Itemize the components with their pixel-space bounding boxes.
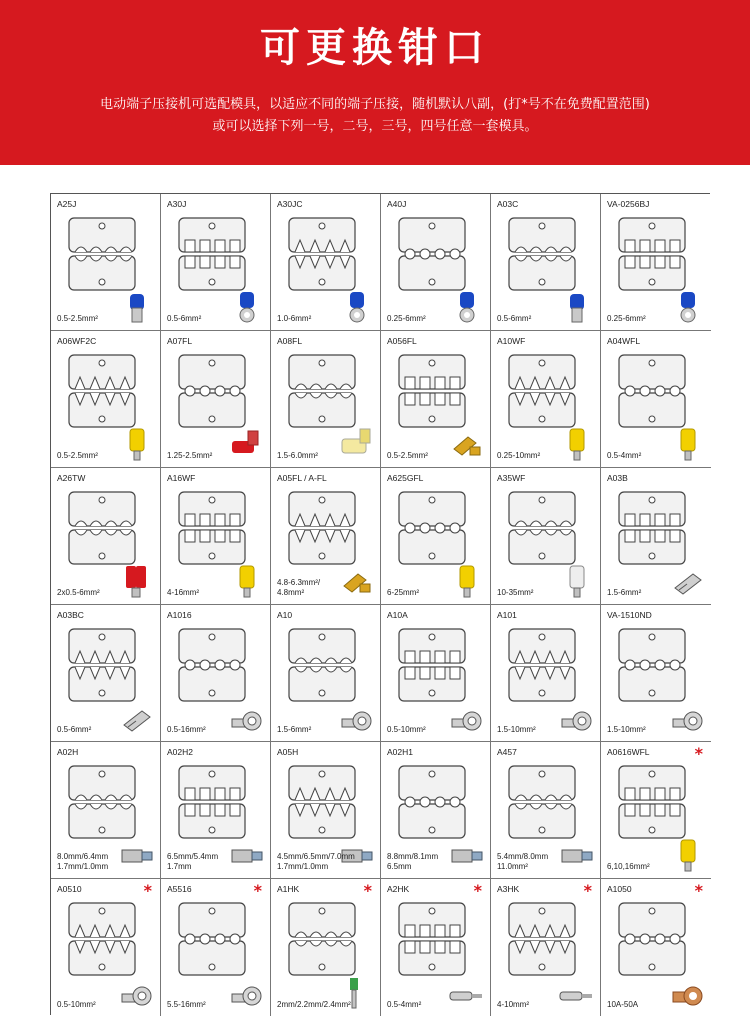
- die-cell: [491, 194, 601, 331]
- blue-spade-terminal-icon: [118, 290, 154, 324]
- die-cell: [381, 194, 491, 331]
- die-cell: [381, 331, 491, 468]
- die-model-label: A30JC: [277, 199, 303, 209]
- die-cell: [161, 605, 271, 742]
- blue-spade-terminal-icon: [558, 290, 594, 324]
- die-cell: [51, 742, 161, 879]
- die-model-label: A1050: [607, 884, 632, 894]
- crimp-die-icon: [65, 212, 139, 294]
- die-spec-label: 0.5-2.5mm²: [57, 314, 98, 323]
- crimp-die-icon: [175, 349, 249, 431]
- page-title: 可更换钳口: [260, 25, 490, 71]
- open-barrel-terminal-icon: [118, 701, 154, 735]
- crimp-die-icon: [615, 623, 689, 705]
- die-spec-label: 4-10mm²: [497, 1000, 530, 1009]
- die-spec-label: 1.5-6mm²: [607, 588, 642, 597]
- die-model-label: A1016: [167, 610, 192, 620]
- bnc-terminal-icon: [448, 838, 484, 872]
- crimp-die-icon: [285, 623, 359, 705]
- blue-ring-terminal-icon: [228, 290, 264, 324]
- die-spec-label: 10-35mm²: [497, 588, 534, 597]
- ring-lug-terminal-icon: [118, 976, 154, 1010]
- crimp-die-icon: [395, 212, 469, 294]
- crimp-die-icon: [505, 486, 579, 568]
- die-model-label: A08FL: [277, 336, 303, 346]
- crimp-die-icon: [175, 212, 249, 294]
- die-spec-label: 6,10,16mm²: [607, 862, 650, 871]
- die-spec-label: 0.5-10mm²: [57, 1000, 96, 1009]
- ring-lug-terminal-icon: [228, 976, 264, 1010]
- die-cell: [491, 468, 601, 605]
- crimp-die-icon: [65, 486, 139, 568]
- die-model-label: A0616WFL: [607, 747, 650, 757]
- crimp-die-icon: [615, 212, 689, 294]
- die-cell: [601, 742, 711, 879]
- die-model-label: A30J: [167, 199, 187, 209]
- die-model-label: A101: [497, 610, 517, 620]
- crimp-die-icon: [505, 623, 579, 705]
- die-model-label: A02H: [57, 747, 79, 757]
- die-cell: [491, 605, 601, 742]
- crimp-die-icon: [615, 349, 689, 431]
- die-model-label: A03B: [607, 473, 628, 483]
- crimp-die-icon: [65, 897, 139, 979]
- die-model-label: A35WF: [497, 473, 526, 483]
- die-spec-label: 0.5-6mm²: [57, 725, 92, 734]
- crimp-die-icon: [505, 212, 579, 294]
- die-spec-label: 0.5-10mm²: [387, 725, 426, 734]
- die-model-label: A06WF2C: [57, 336, 97, 346]
- crimp-die-icon: [175, 486, 249, 568]
- die-spec-label: 8.8mm/8.1mm 6.5mm: [387, 852, 439, 871]
- crimp-die-icon: [395, 897, 469, 979]
- die-cell: [381, 468, 491, 605]
- die-spec-label: 0.5-2.5mm²: [57, 451, 98, 460]
- die-spec-label: 5.5-16mm²: [167, 1000, 206, 1009]
- subtitle-line-1: 电动端子压接机可选配模具，以适应不同的端子压接，随机默认八副，(打*号不在免费配置范围): [100, 97, 650, 112]
- die-cell: [601, 194, 711, 331]
- die-model-label: A02H1: [387, 747, 413, 757]
- die-cell: [51, 468, 161, 605]
- blue-ring-terminal-icon: [448, 290, 484, 324]
- ring-lug-terminal-icon: [448, 701, 484, 735]
- die-cell: [381, 879, 491, 1016]
- crimp-die-icon: [615, 486, 689, 568]
- die-model-label: A1HK: [277, 884, 300, 894]
- red-flag-terminal-icon: [228, 427, 264, 461]
- die-spec-label: 1.5-6.0mm²: [277, 451, 318, 460]
- not-included-star-icon: *: [694, 744, 703, 763]
- open-barrel-terminal-icon: [669, 564, 705, 598]
- die-cell: [51, 605, 161, 742]
- die-spec-label: 8.0mm/6.4mm 1.7mm/1.0mm: [57, 852, 109, 871]
- crimp-die-icon: [615, 897, 689, 979]
- crimp-die-icon: [505, 897, 579, 979]
- crimp-die-icon: [175, 897, 249, 979]
- die-spec-label: 1.5-6mm²: [277, 725, 312, 734]
- subtitle-line-2: 或可以选择下列一号，二号，三号，四号任意一套模具。: [212, 119, 538, 134]
- crimp-die-icon: [285, 212, 359, 294]
- die-cell: [271, 879, 381, 1016]
- ferrule-yellow-terminal-icon: [448, 564, 484, 598]
- die-model-label: A05H: [277, 747, 299, 757]
- die-cell: [381, 605, 491, 742]
- die-spec-label: 0.5-16mm²: [167, 725, 206, 734]
- die-spec-label: 4.5mm/6.5mm/7.0mm 1.7mm/1.0mm: [277, 852, 355, 871]
- die-spec-label: 1.5-10mm²: [497, 725, 536, 734]
- die-model-label: A10A: [387, 610, 408, 620]
- die-cell: [601, 879, 711, 1016]
- not-included-star-icon: *: [473, 881, 482, 900]
- die-model-label: A10WF: [497, 336, 526, 346]
- crimp-die-icon: [285, 349, 359, 431]
- not-included-star-icon: *: [143, 881, 152, 900]
- die-spec-label: 4.8-6.3mm²/ 4.8mm²: [277, 578, 321, 597]
- pin-terminal-icon: [448, 976, 484, 1010]
- die-cell: [161, 194, 271, 331]
- ferrule-red-terminal-icon: [118, 564, 154, 598]
- die-model-label: A0510: [57, 884, 82, 894]
- crimp-die-icon: [285, 760, 359, 842]
- crimp-die-icon: [65, 760, 139, 842]
- ferrule-yellow-terminal-icon: [669, 427, 705, 461]
- die-model-label: A3HK: [497, 884, 520, 894]
- crimp-die-icon: [395, 760, 469, 842]
- die-model-label: A05FL / A-FL: [277, 473, 327, 483]
- die-spec-label: 1.5-10mm²: [607, 725, 646, 734]
- die-cell: [601, 331, 711, 468]
- die-spec-label: 2mm/2.2mm/2.4mm²: [277, 1000, 351, 1009]
- not-included-star-icon: *: [583, 881, 592, 900]
- ring-lug-terminal-icon: [669, 701, 705, 735]
- crimp-die-icon: [175, 760, 249, 842]
- die-model-label: A625GFL: [387, 473, 424, 483]
- bnc-terminal-icon: [118, 838, 154, 872]
- die-model-label: A16WF: [167, 473, 196, 483]
- die-model-label: A5516: [167, 884, 192, 894]
- die-model-label: VA-0256BJ: [607, 199, 650, 209]
- brass-tab-terminal-icon: [448, 427, 484, 461]
- ring-lug-terminal-icon: [338, 701, 374, 735]
- die-model-label: A03BC: [57, 610, 84, 620]
- die-cell: [491, 879, 601, 1016]
- blue-ring-terminal-icon: [669, 290, 705, 324]
- die-spec-label: 0.5-6mm²: [497, 314, 532, 323]
- die-cell: [161, 468, 271, 605]
- die-model-label: A10: [277, 610, 293, 620]
- subtitle: [0, 94, 750, 138]
- die-cell: [491, 331, 601, 468]
- die-cell: [161, 331, 271, 468]
- crimp-die-icon: [175, 623, 249, 705]
- die-model-label: A2HK: [387, 884, 410, 894]
- die-spec-label: 2x0.5-6mm²: [57, 588, 100, 597]
- die-spec-label: 1.0-6mm²: [277, 314, 312, 323]
- die-model-label: A25J: [57, 199, 77, 209]
- die-spec-label: 0.25-10mm²: [497, 451, 541, 460]
- die-spec-label: 6-25mm²: [387, 588, 420, 597]
- crimp-die-icon: [395, 349, 469, 431]
- die-cell: [161, 879, 271, 1016]
- die-spec-label: 0.5-4mm²: [387, 1000, 422, 1009]
- die-model-label: A457: [497, 747, 517, 757]
- die-model-label: A40J: [387, 199, 407, 209]
- die-cell: [491, 742, 601, 879]
- not-included-star-icon: *: [694, 881, 703, 900]
- die-model-label: A02H2: [167, 747, 193, 757]
- die-cell: [161, 742, 271, 879]
- die-spec-label: 4-16mm²: [167, 588, 200, 597]
- die-spec-label: 0.5-6mm²: [167, 314, 202, 323]
- die-cell: [381, 742, 491, 879]
- bnc-terminal-icon: [228, 838, 264, 872]
- blue-ring-terminal-icon: [338, 290, 374, 324]
- ferrule-yellow-terminal-icon: [118, 427, 154, 461]
- die-cell: [271, 331, 381, 468]
- die-grid: [50, 193, 710, 1015]
- die-cell: [51, 194, 161, 331]
- die-cell: [271, 468, 381, 605]
- die-spec-label: 1.25-2.5mm²: [167, 451, 213, 460]
- not-included-star-icon: *: [363, 881, 372, 900]
- die-spec-label: 0.5-4mm²: [607, 451, 642, 460]
- crimp-die-icon: [65, 623, 139, 705]
- die-spec-label: 10A-50A: [607, 1000, 639, 1009]
- crimp-die-icon: [65, 349, 139, 431]
- die-model-label: A03C: [497, 199, 519, 209]
- die-spec-label: 0.5-2.5mm²: [387, 451, 428, 460]
- crimp-die-icon: [395, 486, 469, 568]
- die-cell: [51, 879, 161, 1016]
- die-model-label: A056FL: [387, 336, 417, 346]
- bnc-terminal-icon: [558, 838, 594, 872]
- ferrule-white-terminal-icon: [558, 564, 594, 598]
- die-model-label: A26TW: [57, 473, 86, 483]
- crimp-die-icon: [285, 486, 359, 568]
- die-model-label: VA-1510ND: [607, 610, 652, 620]
- ferrule-yellow-terminal-icon: [558, 427, 594, 461]
- die-cell: [601, 468, 711, 605]
- ring-lug-terminal-icon: [558, 701, 594, 735]
- crimp-die-icon: [615, 760, 689, 842]
- die-model-label: A07FL: [167, 336, 193, 346]
- yellow-flag-terminal-icon: [338, 427, 374, 461]
- die-spec-label: 0.25-6mm²: [607, 314, 646, 323]
- ring-lug-terminal-icon: [228, 701, 264, 735]
- copper-lug-terminal-icon: [669, 976, 705, 1010]
- die-cell: [271, 605, 381, 742]
- die-spec-label: 6.5mm/5.4mm 1.7mm: [167, 852, 219, 871]
- crimp-die-icon: [505, 760, 579, 842]
- die-cell: [601, 605, 711, 742]
- die-spec-label: 5.4mm/8.0mm 11.0mm²: [497, 852, 549, 871]
- die-cell: [51, 331, 161, 468]
- crimp-die-icon: [505, 349, 579, 431]
- die-model-label: A04WFL: [607, 336, 641, 346]
- crimp-die-icon: [285, 897, 359, 979]
- ferrule-yellow-terminal-icon: [669, 838, 705, 872]
- crimp-die-icon: [395, 623, 469, 705]
- not-included-star-icon: *: [253, 881, 262, 900]
- header-banner: [0, 0, 750, 165]
- ferrule-yellow-terminal-icon: [228, 564, 264, 598]
- die-cell: [271, 742, 381, 879]
- pin-terminal-icon: [558, 976, 594, 1010]
- brass-tab-terminal-icon: [338, 564, 374, 598]
- die-spec-label: 0.25-6mm²: [387, 314, 426, 323]
- die-cell: [271, 194, 381, 331]
